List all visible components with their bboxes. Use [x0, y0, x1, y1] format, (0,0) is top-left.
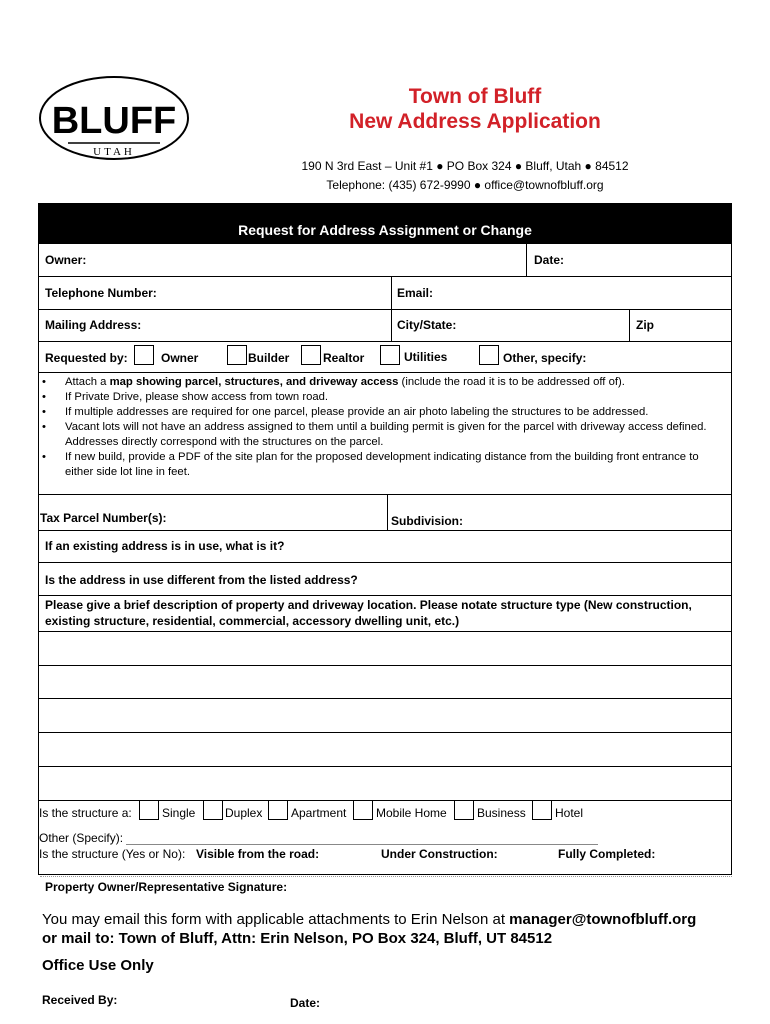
- mobile-home-checkbox[interactable]: [353, 800, 373, 820]
- address-line: 190 N 3rd East – Unit #1 ● PO Box 324 ● Bluff, Utah ● 84512: [301, 159, 629, 173]
- different-address-question: Is the address in use different from the listed address?: [45, 573, 358, 587]
- apartment-checkbox[interactable]: [268, 800, 288, 820]
- hotel-option-label: Hotel: [555, 806, 584, 820]
- instructions-list: [40, 375, 730, 480]
- zip-label: Zip: [636, 318, 654, 332]
- office-use-heading: Office Use Only: [42, 957, 154, 974]
- other-checkbox[interactable]: [479, 345, 499, 365]
- structure-type-label: Is the structure a:: [39, 806, 132, 820]
- builder-checkbox[interactable]: [227, 345, 247, 365]
- town-logo: [38, 75, 190, 161]
- tax-parcel-label: Tax Parcel Number(s):: [40, 511, 167, 525]
- contact-line: Telephone: (435) 672-9990 ● office@townofbluff.org: [326, 178, 604, 192]
- instruction-item: • If Private Drive, please show access from town road.: [42, 391, 329, 403]
- fully-completed-label: Fully Completed:: [558, 847, 656, 861]
- existing-address-question: If an existing address is in use, what is it?: [45, 539, 285, 553]
- duplex-option-label: Duplex: [225, 806, 263, 820]
- logo-sub-text: UTAH: [93, 146, 135, 158]
- other-option-label: Other, specify:: [503, 351, 587, 365]
- office-date-label: Date:: [290, 996, 321, 1010]
- owner-checkbox[interactable]: [134, 345, 154, 365]
- yes-no-label: Is the structure (Yes or No):: [39, 847, 186, 861]
- manager-email[interactable]: manager@townofbluff.org: [509, 911, 697, 928]
- page-title: Town of Bluff: [408, 85, 542, 108]
- logo-main-text: BLUFF: [51, 100, 177, 142]
- under-construction-label: Under Construction:: [381, 847, 498, 861]
- subdivision-label: Subdivision:: [391, 514, 463, 528]
- mailing-address-label: Mailing Address:: [45, 318, 142, 332]
- visible-from-road-label: Visible from the road:: [196, 847, 320, 861]
- utilities-checkbox[interactable]: [380, 345, 400, 365]
- city-state-label: City/State:: [397, 318, 457, 332]
- telephone-label: Telephone Number:: [45, 286, 157, 300]
- description-prompt: Please give a brief description of property and driveway location. Please notate structure type (New construction, existing structure, residential, commercial, accessory dwelling unit, etc.): [45, 598, 692, 628]
- date-label: Date:: [534, 253, 565, 267]
- business-checkbox[interactable]: [454, 800, 474, 820]
- business-option-label: Business: [477, 806, 526, 820]
- utilities-option-label: Utilities: [404, 350, 448, 364]
- signature-label: Property Owner/Representative Signature:: [45, 880, 288, 894]
- builder-option-label: Builder: [248, 351, 290, 365]
- submission-instructions: You may email this form with applicable attachments to Erin Nelson at manager@townofbluff.org or mail to: Town of Bluff, Attn: Erin Nelson, PO Box 324, Bluff, UT 84512: [42, 911, 697, 947]
- other-specify-field[interactable]: [126, 844, 598, 845]
- hotel-checkbox[interactable]: [532, 800, 552, 820]
- instruction-item: • Attach a map showing parcel, structures, and driveway access (include the road it is to be addressed off of).: [42, 376, 625, 388]
- realtor-checkbox[interactable]: [301, 345, 321, 365]
- mobile-home-option-label: Mobile Home: [376, 806, 447, 820]
- single-option-label: Single: [162, 806, 196, 820]
- single-checkbox[interactable]: [139, 800, 159, 820]
- other-specify-label: Other (Specify):: [39, 831, 124, 845]
- owner-option-label: Owner: [161, 351, 199, 365]
- instruction-item: • If multiple addresses are required for one parcel, please provide an air photo labeling the structures to be addressed.: [42, 406, 649, 418]
- received-by-label: Received By:: [42, 993, 118, 1007]
- apartment-option-label: Apartment: [291, 806, 347, 820]
- mail-address-line: or mail to: Town of Bluff, Attn: Erin Nelson, PO Box 324, Bluff, UT 84512: [42, 930, 553, 947]
- section-title: Request for Address Assignment or Change: [238, 222, 532, 238]
- owner-label: Owner:: [45, 253, 87, 267]
- requested-by-label: Requested by:: [45, 351, 128, 365]
- instruction-item: • Vacant lots will not have an address assigned to them until a building permit is given for the parcel with driveway access defined. Addresses directly correspond with the structures on the parcel.: [42, 421, 707, 448]
- realtor-option-label: Realtor: [323, 351, 365, 365]
- instruction-item: • If new build, provide a PDF of the site plan for the proposed development indicating distance from the building front entrance to either side lot line in feet.: [42, 451, 699, 478]
- page-subtitle: New Address Application: [349, 110, 601, 133]
- signature-line: [40, 876, 732, 877]
- duplex-checkbox[interactable]: [203, 800, 223, 820]
- email-label: Email:: [397, 286, 434, 300]
